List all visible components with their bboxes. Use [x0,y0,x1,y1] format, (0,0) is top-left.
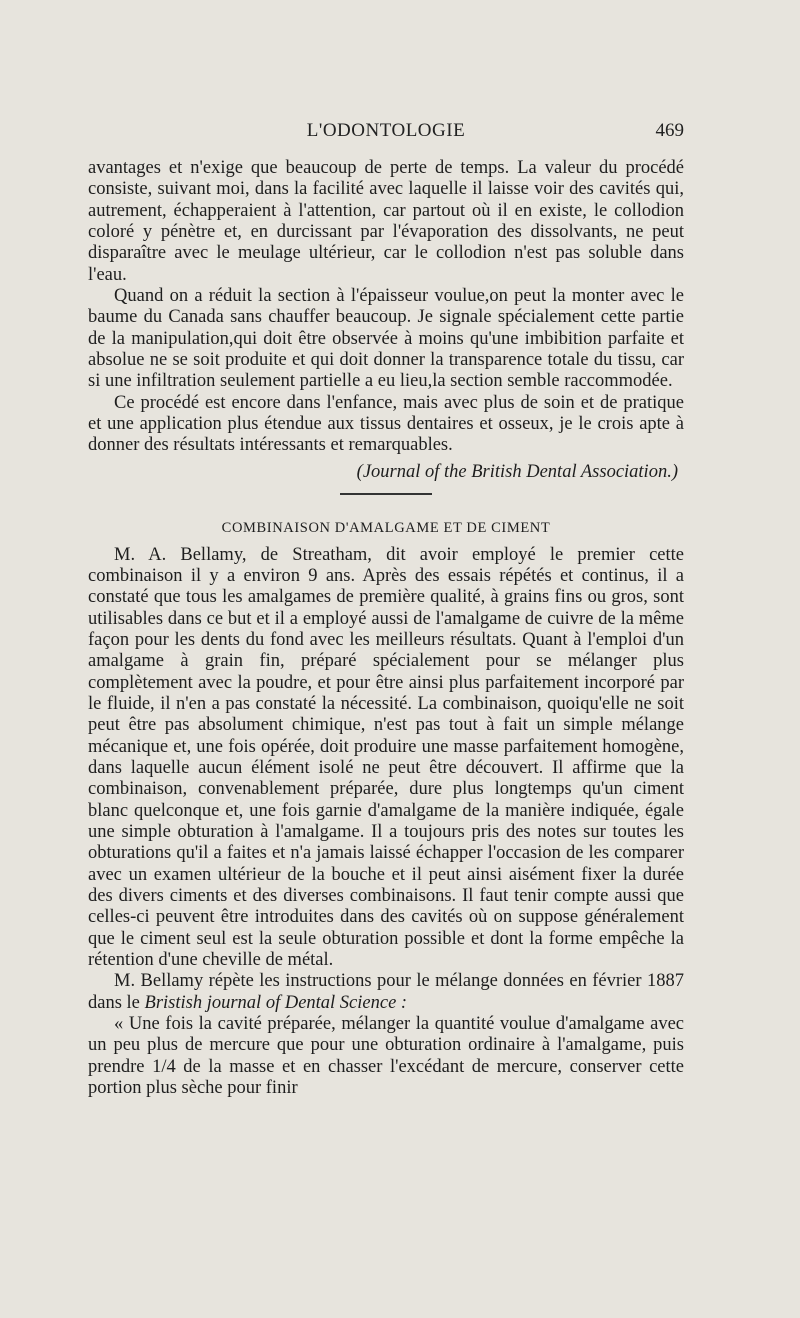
section-divider [340,493,432,495]
paragraph-1: avantages et n'exige que beaucoup de perte de temps. La valeur du procédé consiste, suivant moi, dans la facilité avec laquelle il laisse voir des cavités qui, autrement, échapperaient à l'attention, car partout où il en existe, le collodion coloré y pénètre et, en durcissant par l'évaporation des dissolvants, ne peut disparaître avec le meulage ultérieur, car le collodion n'est pas soluble dans l'eau. [88,158,684,285]
paragraph-5-text: M. Bellamy répète les instructions pour le mélange données en février 1887 dans le [88,971,684,1013]
paragraph-5 [88,971,684,1014]
paragraph-2: Quand on a réduit la section à l'épaisseur voulue,on peut la monter avec le baume du Canada sans chauffer beaucoup. Je signale spécialement cette partie de la manipulation,qui doit être observée à moins qu'une imbibition parfaite et absolue ne se soit produite et qui doit donner la transparence totale du tissu, car si une infiltration seulement partielle a eu lieu,la section semble raccommodée. [88,286,684,392]
article-body [88,158,684,1099]
journal-title: Bristish journal of Dental Science : [144,992,408,1013]
source-citation: (Journal of the British Dental Association.) [356,461,678,482]
running-head: L'ODONTOLOGIE [306,120,466,141]
paragraph-3: Ce procédé est encore dans l'enfance, mais avec plus de soin et de pratique et une application plus étendue aux tissus dentaires et osseux, je le crois apte à donner des résultats intéressants et remarquables. [88,392,684,456]
paragraph-6: « Une fois la cavité préparée, mélanger la quantité voulue d'amalgame avec un peu plus de mercure que pour une obturation ordinaire à l'amalgame, puis prendre 1/4 de la masse et en chasser l'excédant de mercure, conserver cette portion plus sèche pour finir [88,1014,684,1099]
paragraph-4: M. A. Bellamy, de Streatham, dit avoir employé le premier cette combinaison il y a environ 9 ans. Après des essais répétés et continus, il a constaté que tous les amalgames de première qualité, à grains fins ou gros, sont utilisables dans ce but et il a employé aussi de l'amalgame de cuivre de la même façon pour les dents du fond avec les meilleurs résultats. Quant à l'emploi d'un amalgame à grain fin, préparé spécialement pour se mélanger plus complètement avec la poudre, et pour être ainsi plus parfaitement incorporé par le fluide, il n'en a pas constaté la nécessité. La combinaison, quoiqu'elle ne soit peut être pas absolument chimique, n'est pas tout à fait un simple mélange mécanique et, une fois opérée, doit produire une masse parfaitement homogène, dans laquelle aucun élément isolé ne peut être découvert. Il affirme que la combinaison, convenablement préparée, dure plus longtemps qu'un ciment blanc quelconque et, une fois garnie d'amalgame de la manière indiquée, égale une simple obturation à l'amalgame. Il a toujours pris des notes sur toutes les obturations qu'il a faites et n'a jamais laissé échapper l'occasion de les comparer avec un examen ultérieur de la bouche et il peut ainsi aisément fixer la durée des divers ciments et des diverses combinaisons. Il faut tenir compte aussi que celles-ci peuvent être introduites dans des cavités où on suppose généralement que le ciment seul est la seule obturation possible et dont la forme empêche la rétention d'une cheville de métal. [88,544,684,971]
page-number: 469 [655,120,684,141]
section-title: COMBINAISON D'AMALGAME ET DE CIMENT [221,520,551,537]
page-header [88,120,684,146]
